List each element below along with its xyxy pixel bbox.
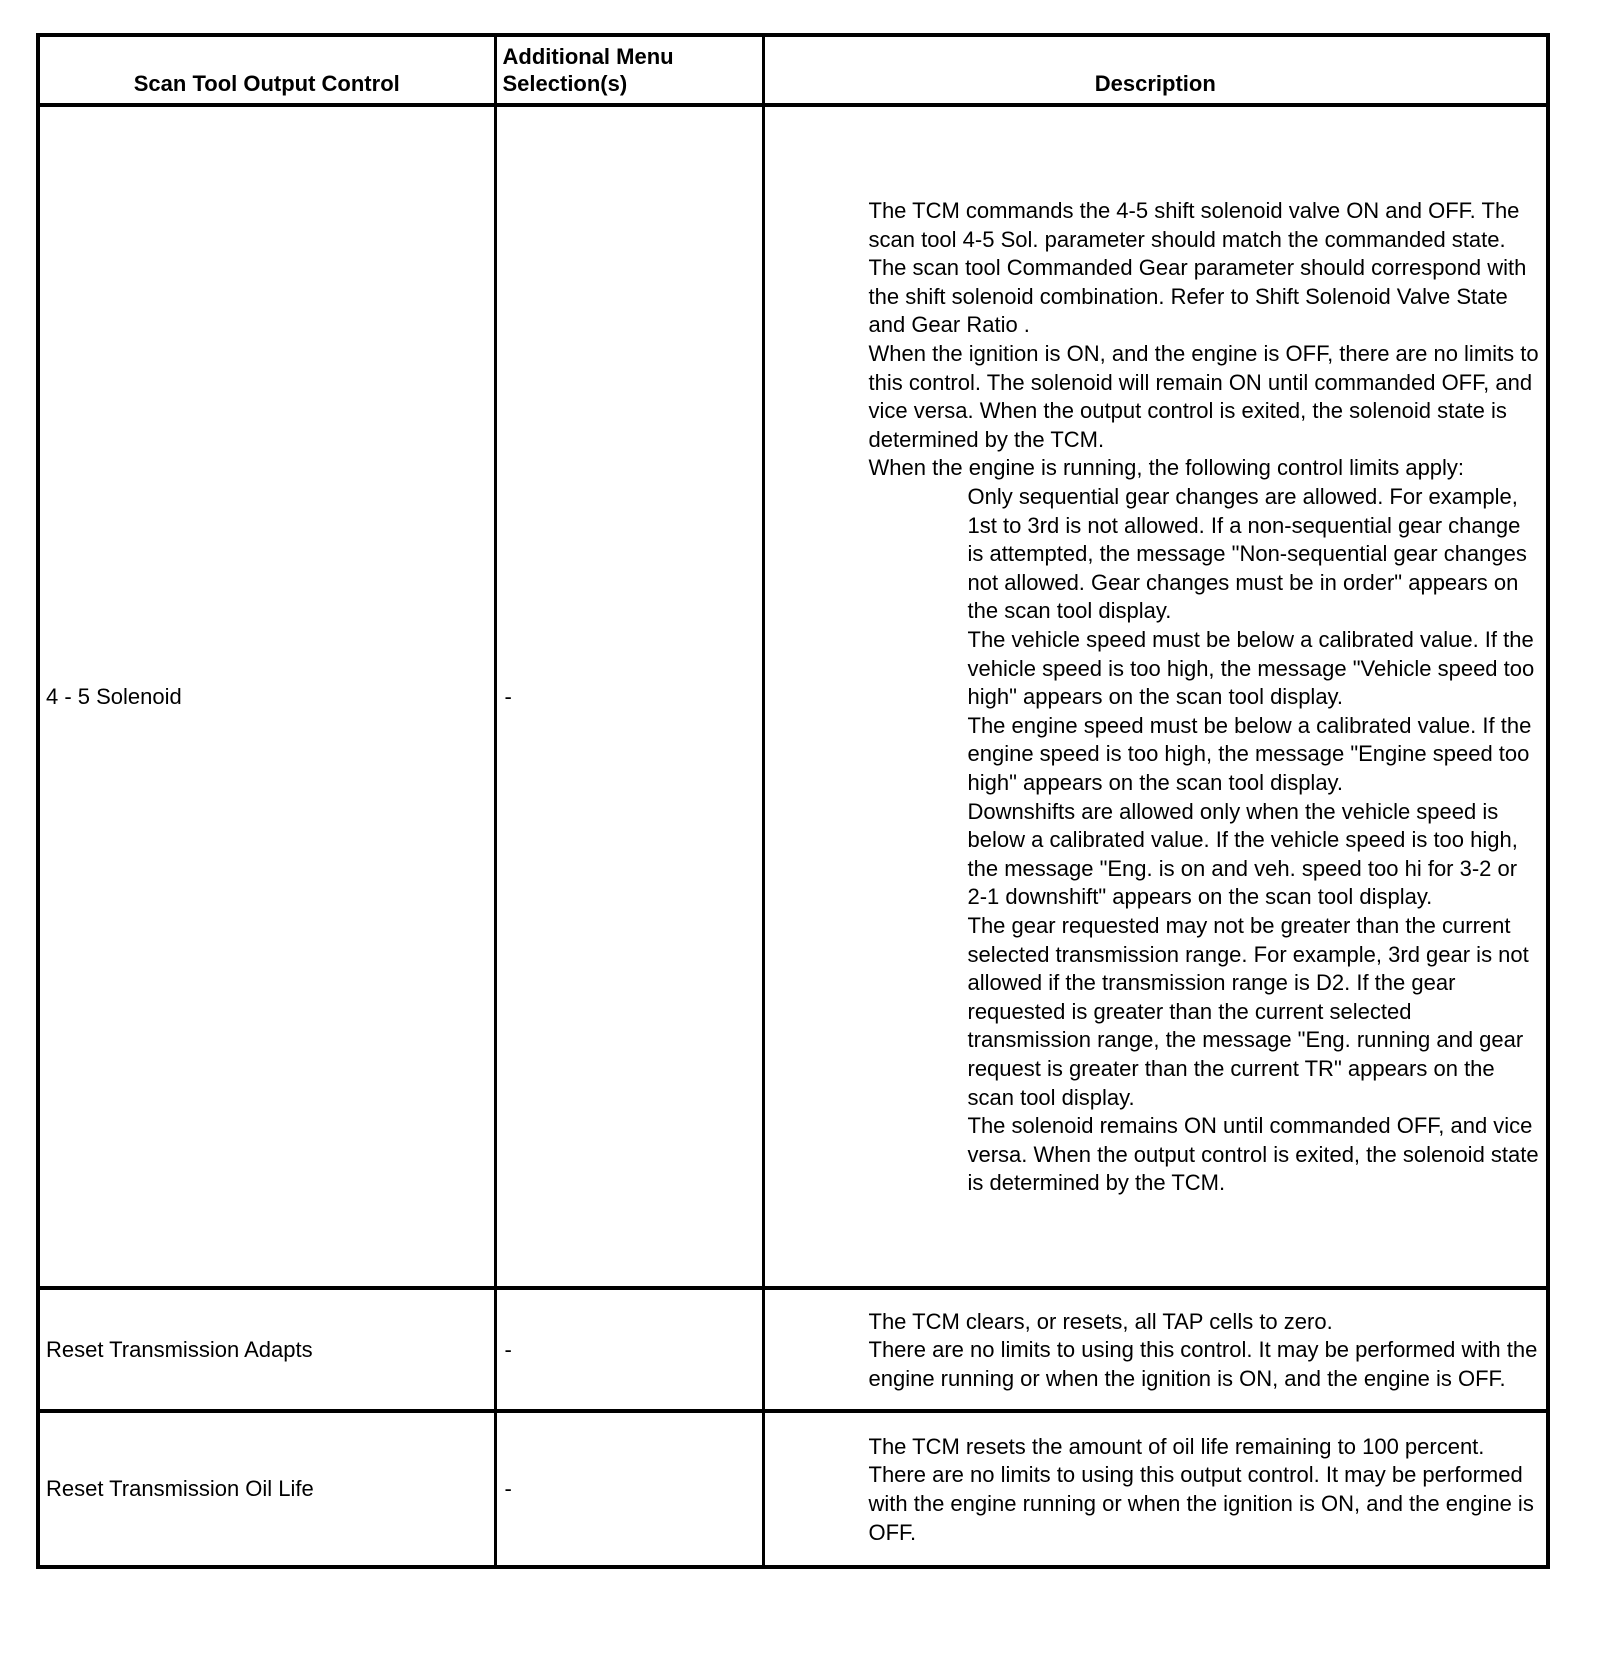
menu-selection: - xyxy=(495,1411,763,1567)
output-controls-table xyxy=(36,33,1550,1569)
table-row xyxy=(38,105,1548,1288)
header-description: Description xyxy=(763,35,1548,105)
description-paragraph: There are no limits to using this control. It may be performed with the engine running or when the ignition is ON, and the engine is OFF. xyxy=(868,1337,1538,1391)
description-paragraph: The TCM resets the amount of oil life remaining to 100 percent. xyxy=(868,1433,1485,1459)
description-paragraph: When the ignition is ON, and the engine is OFF, there are no limits to this control. The solenoid will remain ON until commanded OFF, and vice versa. When the output control is exited, the solenoid state is determined by the TCM. xyxy=(868,341,1539,452)
description-paragraph: When the engine is running, the following control limits apply: xyxy=(868,455,1465,481)
control-limit-item: Only sequential gear changes are allowed. For example, 1st to 3rd is not allowed. If a non-sequential gear change is attempted, the message "Non-sequential gear changes not allowed. Gear changes must be in order" appears on the scan tool display. xyxy=(967,484,1527,624)
description-cell xyxy=(763,105,1548,1288)
control-limit-item: The gear requested may not be greater than the current selected transmission range. For example, 3rd gear is not allowed if the transmission range is D2. If the gear requested is greater than the current selected transmission range, the message "Eng. running and gear request is greater than the current TR" appears on the scan tool display. xyxy=(967,912,1529,1110)
header-row xyxy=(38,35,1548,105)
header-additional-menu-selections: Additional Menu Selection(s) xyxy=(495,35,763,105)
description-cell xyxy=(763,1288,1548,1411)
table-row xyxy=(38,1411,1548,1567)
control-limit-item: Downshifts are allowed only when the vehicle speed is below a calibrated value. If the vehicle speed is too high, the message "Eng. is on and veh. speed too hi for 3-2 or 2-1 downshift" appears on the scan tool display. xyxy=(967,798,1518,910)
control-limit-item: The solenoid remains ON until commanded OFF, and vice versa. When the output control is exited, the solenoid state is determined by the TCM. xyxy=(967,1113,1539,1196)
control-limit-item: The engine speed must be below a calibrated value. If the engine speed is too high, the message "Engine speed too high" appears on the scan tool display. xyxy=(967,712,1532,795)
control-limit-item: The vehicle speed must be below a calibrated value. If the vehicle speed is too high, the message "Vehicle speed too high" appears on the scan tool display. xyxy=(967,627,1535,710)
table-header xyxy=(38,35,1548,105)
table-row xyxy=(38,1288,1548,1411)
description-cell xyxy=(763,1411,1548,1567)
menu-selection: - xyxy=(495,105,763,1288)
control-name: Reset Transmission Adapts xyxy=(38,1288,495,1411)
description-paragraph: The TCM commands the 4-5 shift solenoid valve ON and OFF. The scan tool 4-5 Sol. parameter should match the commanded state. The scan tool Commanded Gear parameter should correspond with the shift solenoid combination. Refer to Shift Solenoid Valve State and Gear Ratio . xyxy=(868,198,1527,338)
control-limits-list xyxy=(869,483,1541,1198)
control-name: 4 - 5 Solenoid xyxy=(38,105,495,1288)
menu-selection: - xyxy=(495,1288,763,1411)
table-body xyxy=(38,105,1548,1567)
description-paragraph: The TCM clears, or resets, all TAP cells to zero. xyxy=(868,1308,1333,1334)
header-scan-tool-output-control: Scan Tool Output Control xyxy=(38,35,495,105)
description-paragraph: There are no limits to using this output control. It may be performed with the engine running or when the ignition is ON, and the engine is OFF. xyxy=(868,1462,1534,1545)
control-name: Reset Transmission Oil Life xyxy=(38,1411,495,1567)
